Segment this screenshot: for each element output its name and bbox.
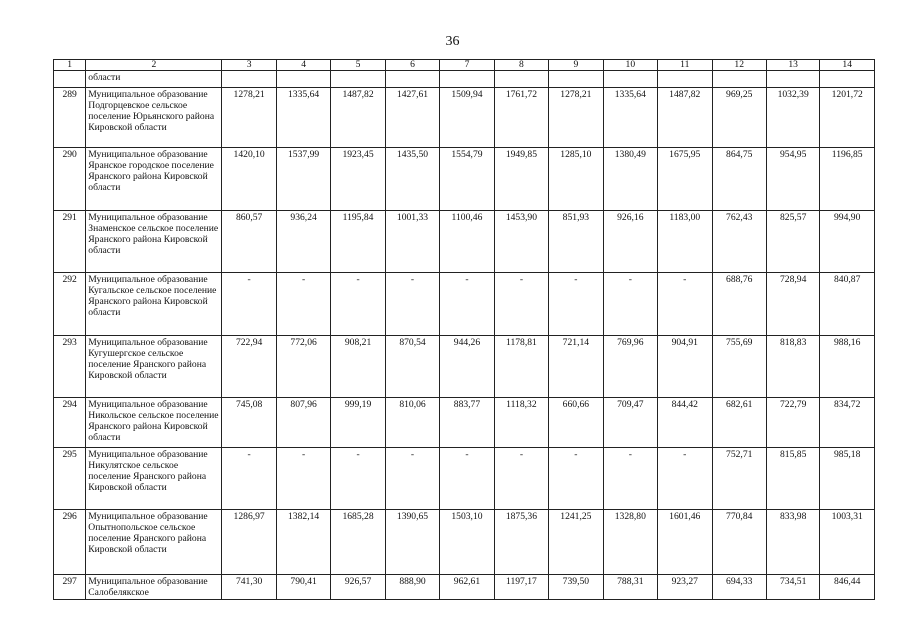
value-cell: 888,90 [385, 575, 439, 600]
value-cell: 1285,10 [549, 148, 603, 211]
municipality-name: Муниципальное образование Салобелякское [86, 575, 222, 600]
column-header: 13 [766, 60, 819, 71]
value-cell: - [440, 273, 494, 336]
value-cell: 1427,61 [385, 88, 439, 148]
value-cell: 1435,50 [385, 148, 439, 211]
value-cell: 954,95 [766, 148, 819, 211]
row-number: 292 [54, 273, 86, 336]
value-cell: 969,25 [712, 88, 766, 148]
value-cell: - [222, 448, 276, 510]
value-cell: - [494, 273, 548, 336]
value-cell: 739,50 [549, 575, 603, 600]
empty-cell [658, 71, 712, 88]
value-cell: 1178,81 [494, 336, 548, 398]
value-cell: 722,94 [222, 336, 276, 398]
value-cell: - [331, 273, 385, 336]
value-cell: 1286,97 [222, 510, 276, 575]
continuation-name: области [86, 71, 222, 88]
value-cell: 1509,94 [440, 88, 494, 148]
value-cell: - [603, 273, 657, 336]
value-cell: 682,61 [712, 398, 766, 448]
data-table [53, 59, 875, 600]
value-cell: 1487,82 [331, 88, 385, 148]
value-cell: 904,91 [658, 336, 712, 398]
value-cell: 851,93 [549, 211, 603, 273]
value-cell: 790,41 [276, 575, 330, 600]
empty-cell [222, 71, 276, 88]
empty-cell [549, 71, 603, 88]
value-cell: 944,26 [440, 336, 494, 398]
empty-cell [712, 71, 766, 88]
column-header: 3 [222, 60, 276, 71]
value-cell: 834,72 [820, 398, 875, 448]
empty-cell [331, 71, 385, 88]
empty-cell [766, 71, 819, 88]
value-cell: 1201,72 [820, 88, 875, 148]
row-number: 295 [54, 448, 86, 510]
value-cell: - [276, 448, 330, 510]
value-cell: - [658, 273, 712, 336]
value-cell: 1335,64 [603, 88, 657, 148]
value-cell: 846,44 [820, 575, 875, 600]
value-cell: 762,43 [712, 211, 766, 273]
value-cell: 1503,10 [440, 510, 494, 575]
municipality-name: Муниципальное образование Кугушергское сельское поселение Яранского района Кировской области [86, 336, 222, 398]
value-cell: - [331, 448, 385, 510]
value-cell: 1382,14 [276, 510, 330, 575]
page-number: 36 [445, 34, 460, 49]
municipality-name: Муниципальное образование Опытнопольское сельское поселение Яранского района Кировской области [86, 510, 222, 575]
value-cell: 1390,65 [385, 510, 439, 575]
value-cell: 1001,33 [385, 211, 439, 273]
value-cell: 818,83 [766, 336, 819, 398]
value-cell: 962,61 [440, 575, 494, 600]
column-header: 4 [276, 60, 330, 71]
municipality-name: Муниципальное образование Знаменское сельское поселение Яранского района Кировской области [86, 211, 222, 273]
value-cell: 936,24 [276, 211, 330, 273]
column-header: 8 [494, 60, 548, 71]
value-cell: - [549, 273, 603, 336]
value-cell: 769,96 [603, 336, 657, 398]
value-cell: 741,30 [222, 575, 276, 600]
value-cell: 1032,39 [766, 88, 819, 148]
value-cell: 815,85 [766, 448, 819, 510]
value-cell: 1328,80 [603, 510, 657, 575]
empty-cell [54, 71, 86, 88]
row-number: 293 [54, 336, 86, 398]
table-row [54, 510, 875, 575]
table-row [54, 273, 875, 336]
value-cell: 923,27 [658, 575, 712, 600]
value-cell: - [385, 273, 439, 336]
table-row [54, 448, 875, 510]
value-cell: 660,66 [549, 398, 603, 448]
value-cell: 860,57 [222, 211, 276, 273]
value-cell: 734,51 [766, 575, 819, 600]
value-cell: 825,57 [766, 211, 819, 273]
value-cell: - [494, 448, 548, 510]
value-cell: 1675,95 [658, 148, 712, 211]
value-cell: 745,08 [222, 398, 276, 448]
value-cell: 770,84 [712, 510, 766, 575]
column-header: 1 [54, 60, 86, 71]
column-header: 2 [86, 60, 222, 71]
municipality-name: Муниципальное образование Никольское сельское поселение Яранского района Кировской области [86, 398, 222, 448]
empty-cell [385, 71, 439, 88]
value-cell: - [603, 448, 657, 510]
table-row [54, 88, 875, 148]
table-row [54, 398, 875, 448]
row-number: 296 [54, 510, 86, 575]
value-cell: 1949,85 [494, 148, 548, 211]
value-cell: 999,19 [331, 398, 385, 448]
value-cell: 722,79 [766, 398, 819, 448]
row-number: 289 [54, 88, 86, 148]
value-cell: 1003,31 [820, 510, 875, 575]
column-header: 12 [712, 60, 766, 71]
value-cell: 1241,25 [549, 510, 603, 575]
municipality-name: Муниципальное образование Подгорцевское сельское поселение Юрьянского района Кировской области [86, 88, 222, 148]
value-cell: 844,42 [658, 398, 712, 448]
value-cell: 1487,82 [658, 88, 712, 148]
value-cell: - [549, 448, 603, 510]
value-cell: 908,21 [331, 336, 385, 398]
row-number: 290 [54, 148, 86, 211]
value-cell: 1335,64 [276, 88, 330, 148]
value-cell: 994,90 [820, 211, 875, 273]
empty-cell [276, 71, 330, 88]
municipality-name: Муниципальное образование Кугальское сельское поселение Яранского района Кировской области [86, 273, 222, 336]
value-cell: 1923,45 [331, 148, 385, 211]
value-cell: 721,14 [549, 336, 603, 398]
value-cell: 1278,21 [549, 88, 603, 148]
value-cell: 883,77 [440, 398, 494, 448]
column-header: 14 [820, 60, 875, 71]
municipality-name: Муниципальное образование Никулятское сельское поселение Яранского района Кировской области [86, 448, 222, 510]
value-cell: - [222, 273, 276, 336]
value-cell: 755,69 [712, 336, 766, 398]
value-cell: 840,87 [820, 273, 875, 336]
value-cell: 694,33 [712, 575, 766, 600]
table-row [54, 336, 875, 398]
table-row [54, 148, 875, 211]
value-cell: 1537,99 [276, 148, 330, 211]
value-cell: 1685,28 [331, 510, 385, 575]
value-cell: 1100,46 [440, 211, 494, 273]
row-number: 294 [54, 398, 86, 448]
column-header: 7 [440, 60, 494, 71]
empty-cell [820, 71, 875, 88]
value-cell: 709,47 [603, 398, 657, 448]
value-cell: 772,06 [276, 336, 330, 398]
column-header: 10 [603, 60, 657, 71]
table-row [54, 575, 875, 600]
value-cell: 807,96 [276, 398, 330, 448]
value-cell: 985,18 [820, 448, 875, 510]
value-cell: 728,94 [766, 273, 819, 336]
value-cell: 688,76 [712, 273, 766, 336]
value-cell: 926,16 [603, 211, 657, 273]
value-cell: 1380,49 [603, 148, 657, 211]
value-cell: 1453,90 [494, 211, 548, 273]
value-cell: 864,75 [712, 148, 766, 211]
empty-cell [440, 71, 494, 88]
row-number: 297 [54, 575, 86, 600]
value-cell: 870,54 [385, 336, 439, 398]
column-header-row [54, 60, 875, 71]
column-header: 5 [331, 60, 385, 71]
value-cell: 752,71 [712, 448, 766, 510]
municipality-name: Муниципальное образование Яранское городское поселение Яранского района Кировской области [86, 148, 222, 211]
empty-cell [494, 71, 548, 88]
value-cell: 1420,10 [222, 148, 276, 211]
value-cell: 1601,46 [658, 510, 712, 575]
value-cell: 1554,79 [440, 148, 494, 211]
column-header: 9 [549, 60, 603, 71]
value-cell: 926,57 [331, 575, 385, 600]
value-cell: 833,98 [766, 510, 819, 575]
row-number: 291 [54, 211, 86, 273]
value-cell: 1183,00 [658, 211, 712, 273]
value-cell: 810,06 [385, 398, 439, 448]
value-cell: - [440, 448, 494, 510]
value-cell: 1875,36 [494, 510, 548, 575]
continuation-row [54, 71, 875, 88]
value-cell: 1197,17 [494, 575, 548, 600]
value-cell: 988,16 [820, 336, 875, 398]
column-header: 11 [658, 60, 712, 71]
value-cell: 788,31 [603, 575, 657, 600]
value-cell: - [658, 448, 712, 510]
value-cell: 1278,21 [222, 88, 276, 148]
value-cell: 1761,72 [494, 88, 548, 148]
value-cell: 1196,85 [820, 148, 875, 211]
column-header: 6 [385, 60, 439, 71]
table-row [54, 211, 875, 273]
empty-cell [603, 71, 657, 88]
value-cell: 1118,32 [494, 398, 548, 448]
value-cell: - [385, 448, 439, 510]
value-cell: 1195,84 [331, 211, 385, 273]
value-cell: - [276, 273, 330, 336]
